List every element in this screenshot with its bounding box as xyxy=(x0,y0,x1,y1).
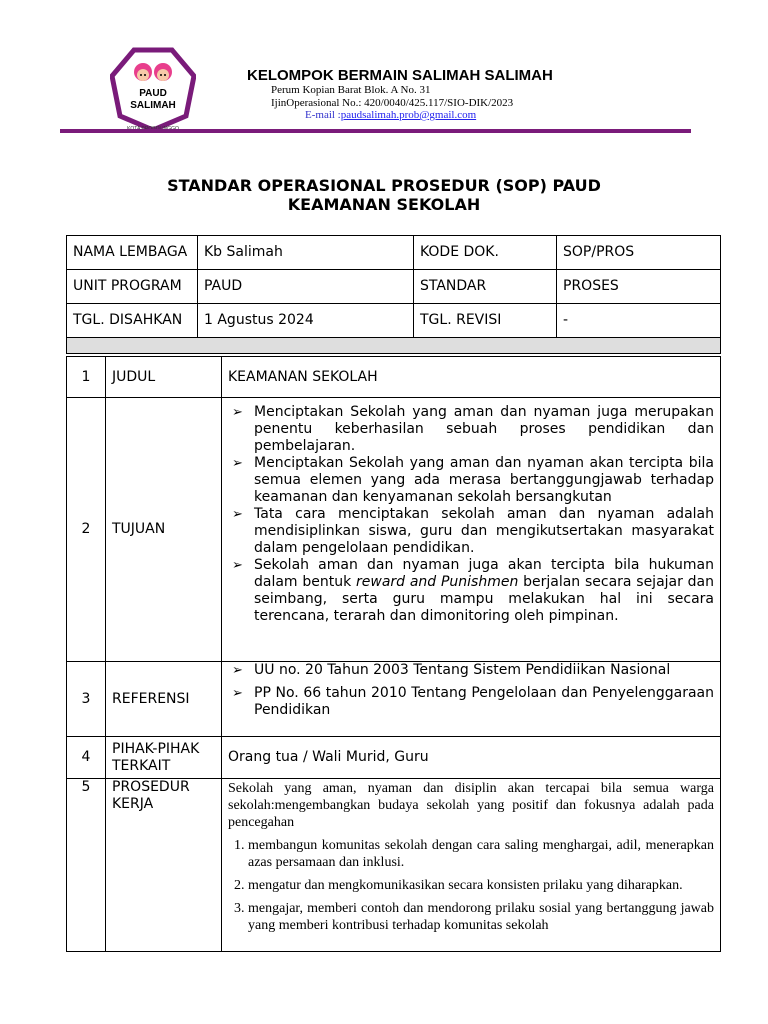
row-number: 2 xyxy=(67,398,106,662)
table-row-tujuan xyxy=(67,398,721,662)
arrow-bullet-icon: ➢ xyxy=(232,405,243,420)
document-subtitle: KEAMANAN SEKOLAH xyxy=(287,195,481,214)
separator-cell xyxy=(67,338,721,354)
standar-label: STANDAR xyxy=(414,270,557,304)
referensi-list xyxy=(228,662,714,719)
nama-lembaga-value: Kb Salimah xyxy=(198,236,414,270)
prosedur-steps xyxy=(228,837,714,934)
arrow-bullet-icon: ➢ xyxy=(232,686,243,701)
sop-content-table xyxy=(66,356,721,952)
table-row xyxy=(67,304,721,338)
prosedur-intro: Sekolah yang aman, nyaman dan disiplin akan tercapai bila semua warga sekolah:mengembangkan budaya sekolah yang positif dan fokusnya adalah pada pencegahan xyxy=(228,781,714,830)
list-item: ➢ PP No. 66 tahun 2010 Tentang Pengelolaan dan Penyelenggaraan Pendidikan xyxy=(232,685,714,718)
shaded-separator-row xyxy=(67,338,721,354)
row-label-pihak: PIHAK-PIHAK TERKAIT xyxy=(106,737,222,779)
standar-value: PROSES xyxy=(557,270,721,304)
operating-permit: IjinOperasional No.: 420/0040/425.117/SIO-DIK/2023 xyxy=(271,97,514,109)
table-row xyxy=(67,270,721,304)
list-item: ➢ UU no. 20 Tahun 2003 Tentang Sistem Pendidiikan Nasional xyxy=(232,662,671,678)
document-title: STANDAR OPERASIONAL PROSEDUR (SOP) PAUD xyxy=(167,176,601,195)
list-item: 2. mengatur dan mengkomunikasikan secara konsisten prilaku yang diharapkan. xyxy=(248,877,714,894)
row-number: 4 xyxy=(67,737,106,779)
list-item: 1. membangun komunitas sekolah dengan cara saling menghargai, adil, menerapkan azas persamaan dan inklusi. xyxy=(248,837,714,871)
email-label: E-mail : xyxy=(305,109,341,121)
row-value-tujuan xyxy=(222,398,721,662)
unit-program-value: PAUD xyxy=(198,270,414,304)
row-value-prosedur xyxy=(222,779,721,952)
organization-address: Perum Kopian Barat Blok. A No. 31 xyxy=(271,84,431,96)
logo-top-text: PAUD xyxy=(139,88,167,99)
list-item: ➢ Menciptakan Sekolah yang aman dan nyaman juga merupakan penentu keberhasilan sebuah proses pendidikan dan pembelajaran. xyxy=(232,404,714,454)
list-item: ➢ Sekolah aman dan nyaman juga akan tercipta bila hukuman dalam bentuk reward and Punishmen berjalan secara sejajar dan seimbang, serta guru mampu melakukan hal ini secara terencana, terarah dan dimonitoring oleh pimpinan. xyxy=(232,557,714,624)
letterhead-divider xyxy=(60,129,691,133)
row-number: 5 xyxy=(67,779,106,952)
row-number: 1 xyxy=(67,357,106,398)
email-link[interactable]: paudsalimah.prob@gmail.com xyxy=(340,109,477,121)
table-row xyxy=(67,236,721,270)
tujuan-list xyxy=(228,404,714,625)
paud-salimah-logo xyxy=(110,46,196,132)
organization-name: KELOMPOK BERMAIN SALIMAH SALIMAH xyxy=(247,67,553,84)
arrow-bullet-icon: ➢ xyxy=(232,663,243,678)
logo-bottom-text: SALIMAH xyxy=(130,100,176,111)
row-value-referensi xyxy=(222,662,721,737)
kode-dok-value: SOP/PROS xyxy=(557,236,721,270)
list-item: ➢ Menciptakan Sekolah yang aman dan nyaman akan tercipta bila semua elemen yang ada merasa bertanggungjawab terhadap keamanan dan kenyamanan sekolah bersangkutan xyxy=(232,455,714,505)
list-item: 3. mengajar, memberi contoh dan mendorong prilaku sosial yang bertanggung jawab yang memberi kontribusi terhadap komunitas sekolah xyxy=(248,900,714,934)
row-label-referensi: REFERENSI xyxy=(106,662,222,737)
arrow-bullet-icon: ➢ xyxy=(232,558,243,573)
list-item: ➢ Tata cara menciptakan sekolah aman dan nyaman adalah mendisiplinkan siswa, guru dan mengikutsertakan masyarakat dalam pengelolaan pendidikan. xyxy=(232,506,714,556)
tgl-revisi-value: - xyxy=(557,304,721,338)
document-meta-table xyxy=(66,235,721,354)
arrow-bullet-icon: ➢ xyxy=(232,507,243,522)
table-row-judul xyxy=(67,357,721,398)
row-number: 3 xyxy=(67,662,106,737)
row-value-judul: KEAMANAN SEKOLAH xyxy=(222,357,721,398)
arrow-bullet-icon: ➢ xyxy=(232,456,243,471)
table-row-prosedur xyxy=(67,779,721,952)
tgl-disahkan-value: 1 Agustus 2024 xyxy=(198,304,414,338)
row-label-prosedur: PROSEDUR KERJA xyxy=(106,779,222,952)
unit-program-label: UNIT PROGRAM xyxy=(67,270,198,304)
row-value-pihak: Orang tua / Wali Murid, Guru xyxy=(222,737,721,779)
row-label-tujuan: TUJUAN xyxy=(106,398,222,662)
nama-lembaga-label: NAMA LEMBAGA xyxy=(67,236,198,270)
table-row-pihak xyxy=(67,737,721,779)
row-label-judul: JUDUL xyxy=(106,357,222,398)
tgl-revisi-label: TGL. REVISI xyxy=(414,304,557,338)
table-row-referensi xyxy=(67,662,721,737)
tgl-disahkan-label: TGL. DISAHKAN xyxy=(67,304,198,338)
email-line xyxy=(305,109,476,121)
kode-dok-label: KODE DOK. xyxy=(414,236,557,270)
